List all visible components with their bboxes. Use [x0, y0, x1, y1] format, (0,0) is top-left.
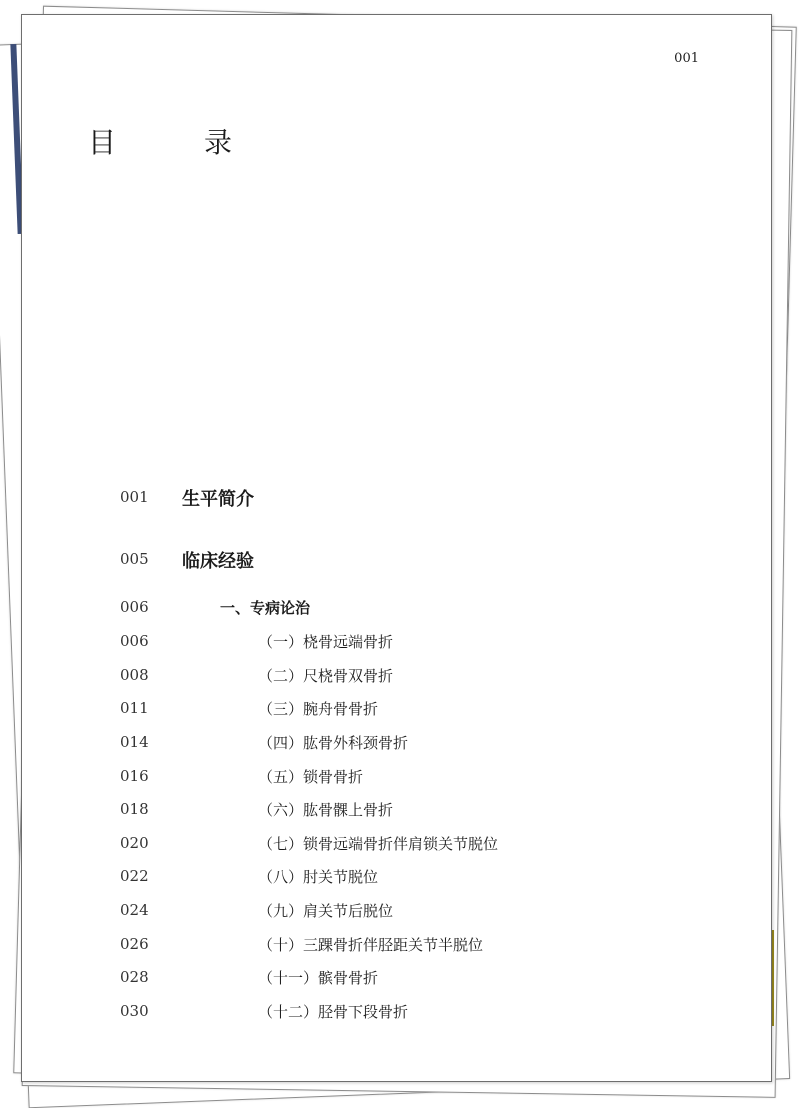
toc-entry-label: （五）锁骨骨折	[258, 768, 364, 786]
toc-page-number: 018	[120, 800, 149, 818]
toc-entry[interactable]	[22, 696, 771, 722]
table-of-contents	[22, 15, 771, 1081]
toc-page-number: 020	[120, 834, 149, 852]
toc-entry-label: 临床经验	[182, 551, 254, 572]
document-page	[21, 14, 772, 1082]
toc-entry[interactable]	[22, 864, 771, 890]
toc-entry[interactable]	[22, 629, 771, 655]
toc-page-number: 008	[120, 666, 149, 684]
page-number: 001	[674, 51, 699, 66]
toc-page-number: 028	[120, 968, 149, 986]
toc-entry-label: （七）锁骨远端骨折伴肩锁关节脱位	[258, 835, 499, 853]
toc-entry[interactable]	[22, 831, 771, 857]
toc-entry[interactable]	[22, 797, 771, 823]
toc-entry-label: （六）肱骨髁上骨折	[258, 801, 394, 819]
toc-page-number: 016	[120, 767, 149, 785]
toc-page-number: 014	[120, 733, 149, 751]
toc-entry[interactable]	[22, 999, 771, 1025]
toc-entry-label: （三）腕舟骨骨折	[258, 700, 379, 718]
toc-page-number: 001	[120, 488, 149, 506]
toc-entry-label: （一）桡骨远端骨折	[258, 633, 394, 651]
toc-entry[interactable]	[22, 932, 771, 958]
toc-title: 目 录	[88, 126, 263, 159]
toc-entry-label: （二）尺桡骨双骨折	[258, 667, 394, 685]
toc-entry-label: 一、专病论治	[220, 599, 311, 617]
toc-page-number: 006	[120, 598, 149, 616]
toc-page-number: 006	[120, 632, 149, 650]
toc-entry-label: 生平简介	[182, 489, 254, 510]
toc-entry-label: （十一）髌骨骨折	[258, 969, 379, 987]
toc-page-number: 026	[120, 935, 149, 953]
toc-entry[interactable]	[22, 764, 771, 790]
toc-page-number: 022	[120, 867, 149, 885]
toc-entry[interactable]	[22, 595, 771, 621]
toc-entry-label: （十）三踝骨折伴胫距关节半脱位	[258, 936, 484, 954]
toc-entry-label: （四）肱骨外科颈骨折	[258, 734, 409, 752]
toc-entry[interactable]	[22, 730, 771, 756]
toc-page-number: 024	[120, 901, 149, 919]
toc-entry[interactable]	[22, 485, 771, 511]
toc-page-number: 011	[120, 699, 149, 717]
toc-entry[interactable]	[22, 547, 771, 573]
toc-entry[interactable]	[22, 663, 771, 689]
toc-entry-label: （十二）胫骨下段骨折	[258, 1003, 409, 1021]
toc-entry[interactable]	[22, 965, 771, 991]
toc-entry-label: （八）肘关节脱位	[258, 868, 379, 886]
toc-page-number: 030	[120, 1002, 149, 1020]
toc-entry[interactable]	[22, 898, 771, 924]
toc-page-number: 005	[120, 550, 149, 568]
toc-entry-label: （九）肩关节后脱位	[258, 902, 394, 920]
